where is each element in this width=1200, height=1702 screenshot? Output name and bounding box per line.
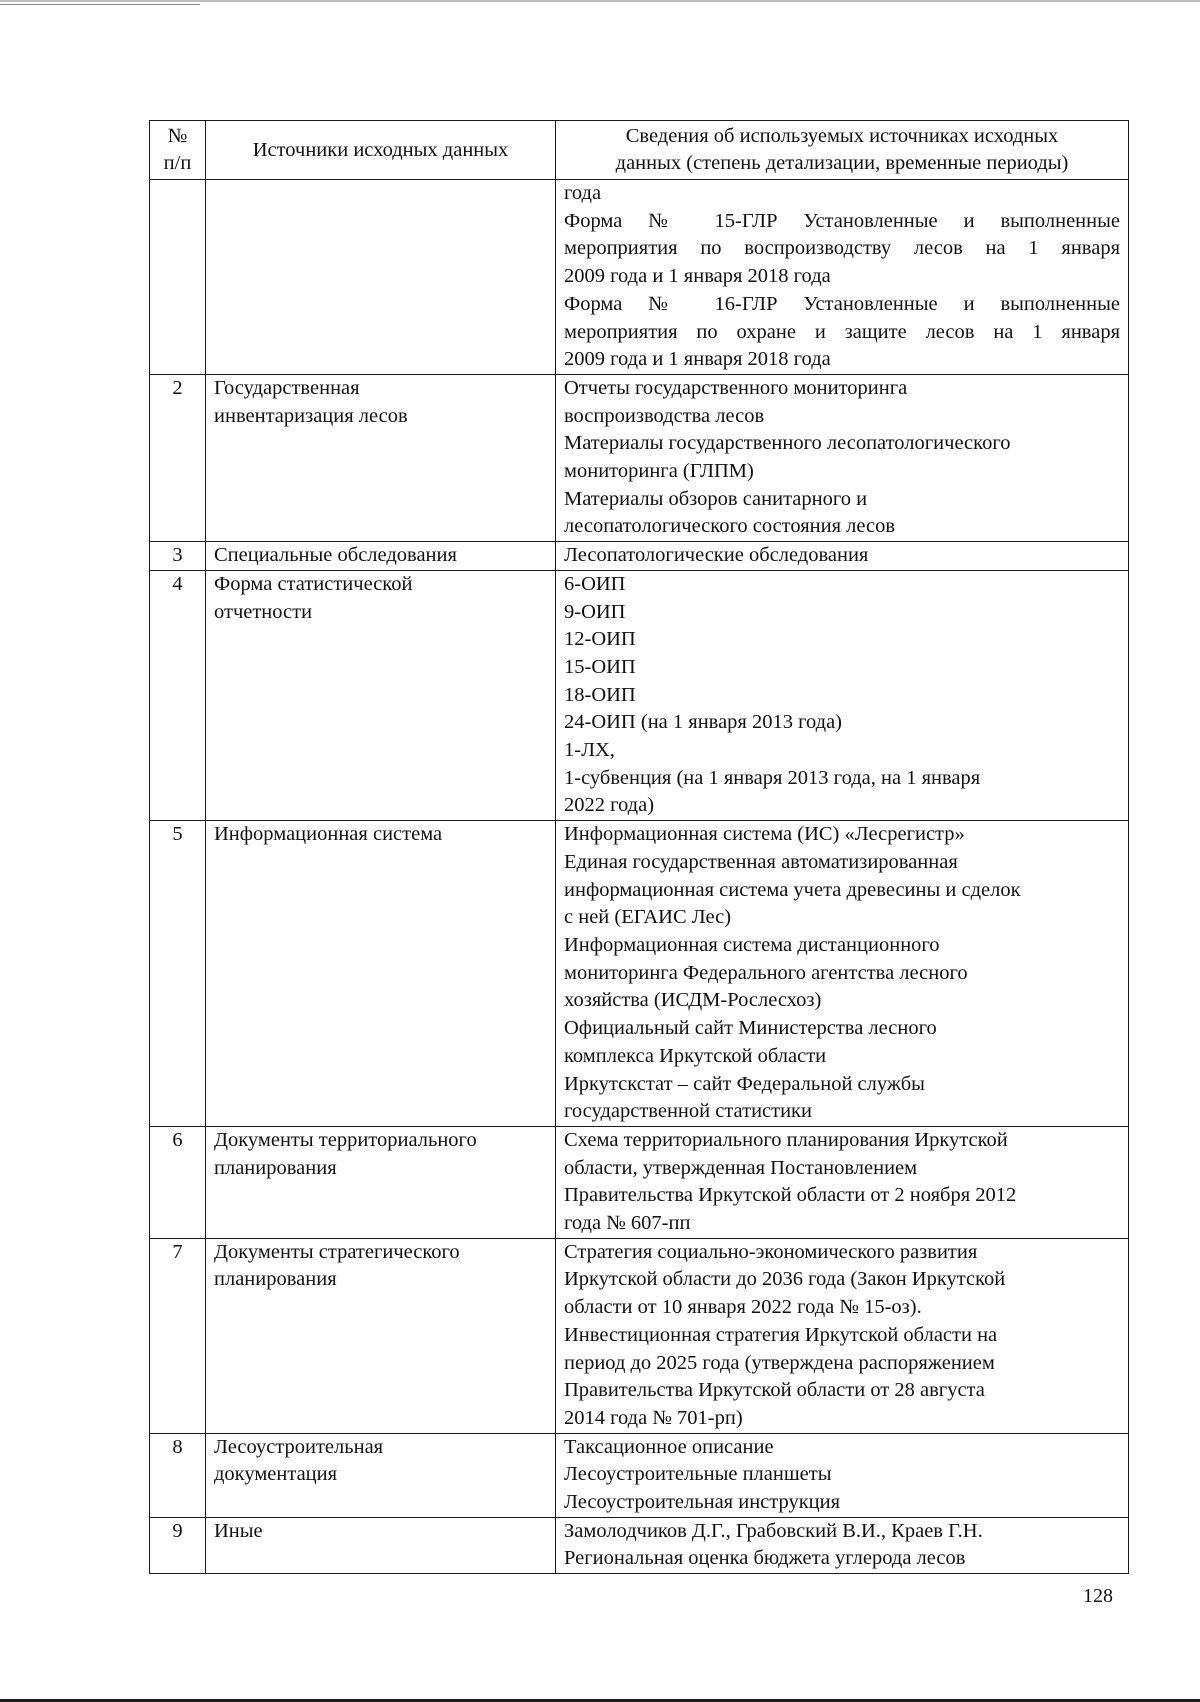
scan-edge-top — [0, 0, 1200, 2]
source-name-line: Документы территориального — [214, 1128, 477, 1151]
details-line: Материалы обзоров санитарного и — [564, 487, 868, 510]
source-name — [206, 1433, 556, 1517]
source-details — [556, 1517, 1129, 1573]
details-line: лесопатологического состояния лесов — [564, 515, 896, 538]
source-details — [556, 1433, 1129, 1517]
details-line: Отчеты государственного мониторинга — [564, 376, 908, 399]
row-number: 5 — [150, 821, 206, 1127]
details-line: воспроизводства лесов — [564, 404, 765, 427]
details-line: 12-ОИП — [564, 628, 636, 651]
details-line: 2022 года) — [564, 794, 655, 817]
row-number: 7 — [150, 1238, 206, 1433]
source-name-line: инвентаризация лесов — [214, 404, 408, 427]
row-number: 9 — [150, 1517, 206, 1573]
details-line: Иркутской области до 2036 года (Закон Иркутской — [564, 1268, 1006, 1291]
source-details — [556, 821, 1129, 1127]
header-sources: Источники исходных данных — [206, 121, 556, 180]
details-line: 2009 года и 1 января 2018 года — [564, 348, 831, 371]
details-line: комплекса Иркутской области — [564, 1044, 827, 1067]
details-line: Инвестиционная стратегия Иркутской области на — [564, 1323, 998, 1346]
details-line: мониторинга (ГЛПМ) — [564, 460, 754, 483]
source-name — [206, 180, 556, 375]
table-row — [150, 1517, 1129, 1573]
source-details — [556, 1238, 1129, 1433]
source-name-line: документация — [214, 1463, 338, 1486]
details-line: мероприятия по охране и защите лесов на 1 января — [564, 320, 1120, 343]
source-name-line: планирования — [214, 1156, 337, 1179]
details-line: Форма № 15-ГЛР Установленные и выполненные — [564, 209, 1120, 232]
header-number — [150, 121, 206, 180]
details-line: Стратегия социально-экономического развития — [564, 1240, 978, 1263]
table-row — [150, 542, 1129, 571]
details-line: Форма № 16-ГЛР Установленные и выполненные — [564, 292, 1120, 315]
details-line: 6-ОИП — [564, 572, 626, 595]
details-line: мониторинга Федерального агентства лесного — [564, 961, 968, 984]
source-name-line: Специальные обследования — [214, 544, 457, 567]
table-row — [150, 1126, 1129, 1238]
details-line: Правительства Иркутской области от 2 ноября 2012 — [564, 1184, 1017, 1207]
details-line: Региональная оценка бюджета углерода лесов — [564, 1547, 966, 1570]
details-line: период до 2025 года (утверждена распоряжением — [564, 1351, 995, 1374]
source-name-line: планирования — [214, 1268, 337, 1291]
details-line: 18-ОИП — [564, 683, 636, 706]
details-line: 2009 года и 1 января 2018 года — [564, 265, 831, 288]
header-row — [150, 121, 1129, 180]
details-line: Замолодчиков Д.Г., Грабовский В.И., Краев Г.Н. — [564, 1519, 983, 1542]
details-line: года № 607-пп — [564, 1212, 691, 1235]
details-line: области, утвержденная Постановлением — [564, 1156, 918, 1179]
source-details — [556, 542, 1129, 571]
details-line: хозяйства (ИСДМ-Рослесхоз) — [564, 989, 822, 1012]
details-line: 2014 года № 701-рп) — [564, 1406, 743, 1429]
source-details — [556, 180, 1129, 375]
source-name — [206, 570, 556, 820]
header-number-line-1: № — [167, 125, 188, 147]
source-details — [556, 374, 1129, 541]
source-name — [206, 1126, 556, 1238]
table-row — [150, 374, 1129, 541]
details-line: Таксационное описание — [564, 1435, 774, 1458]
table-row — [150, 1433, 1129, 1517]
details-line: 1-субвенция (на 1 января 2013 года, на 1 января — [564, 766, 981, 789]
source-name — [206, 542, 556, 571]
details-line: 1-ЛХ, — [564, 739, 615, 762]
details-line: 15-ОИП — [564, 655, 636, 678]
table-row — [150, 570, 1129, 820]
details-line: мероприятия по воспроизводству лесов на 1 января — [564, 237, 1120, 260]
details-line: государственной статистики — [564, 1100, 812, 1123]
details-line: Правительства Иркутской области от 28 августа — [564, 1379, 985, 1402]
source-name — [206, 821, 556, 1127]
details-line: 9-ОИП — [564, 600, 626, 623]
table-row — [150, 821, 1129, 1127]
details-line: Лесопатологические обследования — [564, 544, 869, 567]
source-name — [206, 374, 556, 541]
details-line: года — [564, 182, 602, 204]
source-name-line: Информационная система — [214, 823, 443, 846]
row-number: 8 — [150, 1433, 206, 1517]
source-name-line: Государственная — [214, 376, 360, 399]
details-line: Иркутскстат – сайт Федеральной службы — [564, 1072, 925, 1095]
source-name-line: отчетности — [214, 600, 313, 623]
header-details-line-2: данных (степень детализации, временные периоды) — [615, 152, 1069, 174]
source-details — [556, 570, 1129, 820]
table-body — [150, 180, 1129, 1574]
row-number: 3 — [150, 542, 206, 571]
details-line: Информационная система дистанционного — [564, 933, 940, 956]
details-line: с ней (ЕГАИС Лес) — [564, 906, 732, 929]
header-number-line-2: п/п — [163, 152, 192, 174]
details-line: Лесоустроительные планшеты — [564, 1463, 832, 1486]
source-name — [206, 1517, 556, 1573]
row-number: 6 — [150, 1126, 206, 1238]
details-line: Единая государственная автоматизированная — [564, 850, 958, 873]
row-number — [150, 180, 206, 375]
details-line: 24-ОИП (на 1 января 2013 года) — [564, 711, 843, 734]
details-line: Официальный сайт Министерства лесного — [564, 1017, 937, 1040]
source-name-line: Документы стратегического — [214, 1240, 460, 1263]
details-line: области от 10 января 2022 года № 15-оз). — [564, 1296, 922, 1319]
row-number: 2 — [150, 374, 206, 541]
table-row — [150, 180, 1129, 375]
details-line: Схема территориального планирования Иркутской — [564, 1128, 1008, 1151]
header-details — [556, 121, 1129, 180]
page-number: 128 — [1083, 1585, 1113, 1607]
header-details-line-1: Сведения об используемых источниках исходных — [625, 125, 1059, 147]
details-line: Материалы государственного лесопатологического — [564, 432, 1011, 455]
scan-edge-top-mark — [0, 4, 200, 5]
table-header — [150, 121, 1129, 180]
table-row — [150, 1238, 1129, 1433]
source-details — [556, 1126, 1129, 1238]
sources-table — [149, 120, 1129, 1574]
details-line: Информационная система (ИС) «Лесрегистр» — [564, 823, 965, 846]
source-name-line: Форма статистической — [214, 572, 413, 595]
details-line: Лесоустроительная инструкция — [564, 1491, 841, 1514]
row-number: 4 — [150, 570, 206, 820]
source-name-line: Лесоустроительная — [214, 1435, 384, 1458]
source-name-line: Иные — [214, 1519, 263, 1542]
details-line: информационная система учета древесины и сделок — [564, 878, 1021, 901]
source-name — [206, 1238, 556, 1433]
